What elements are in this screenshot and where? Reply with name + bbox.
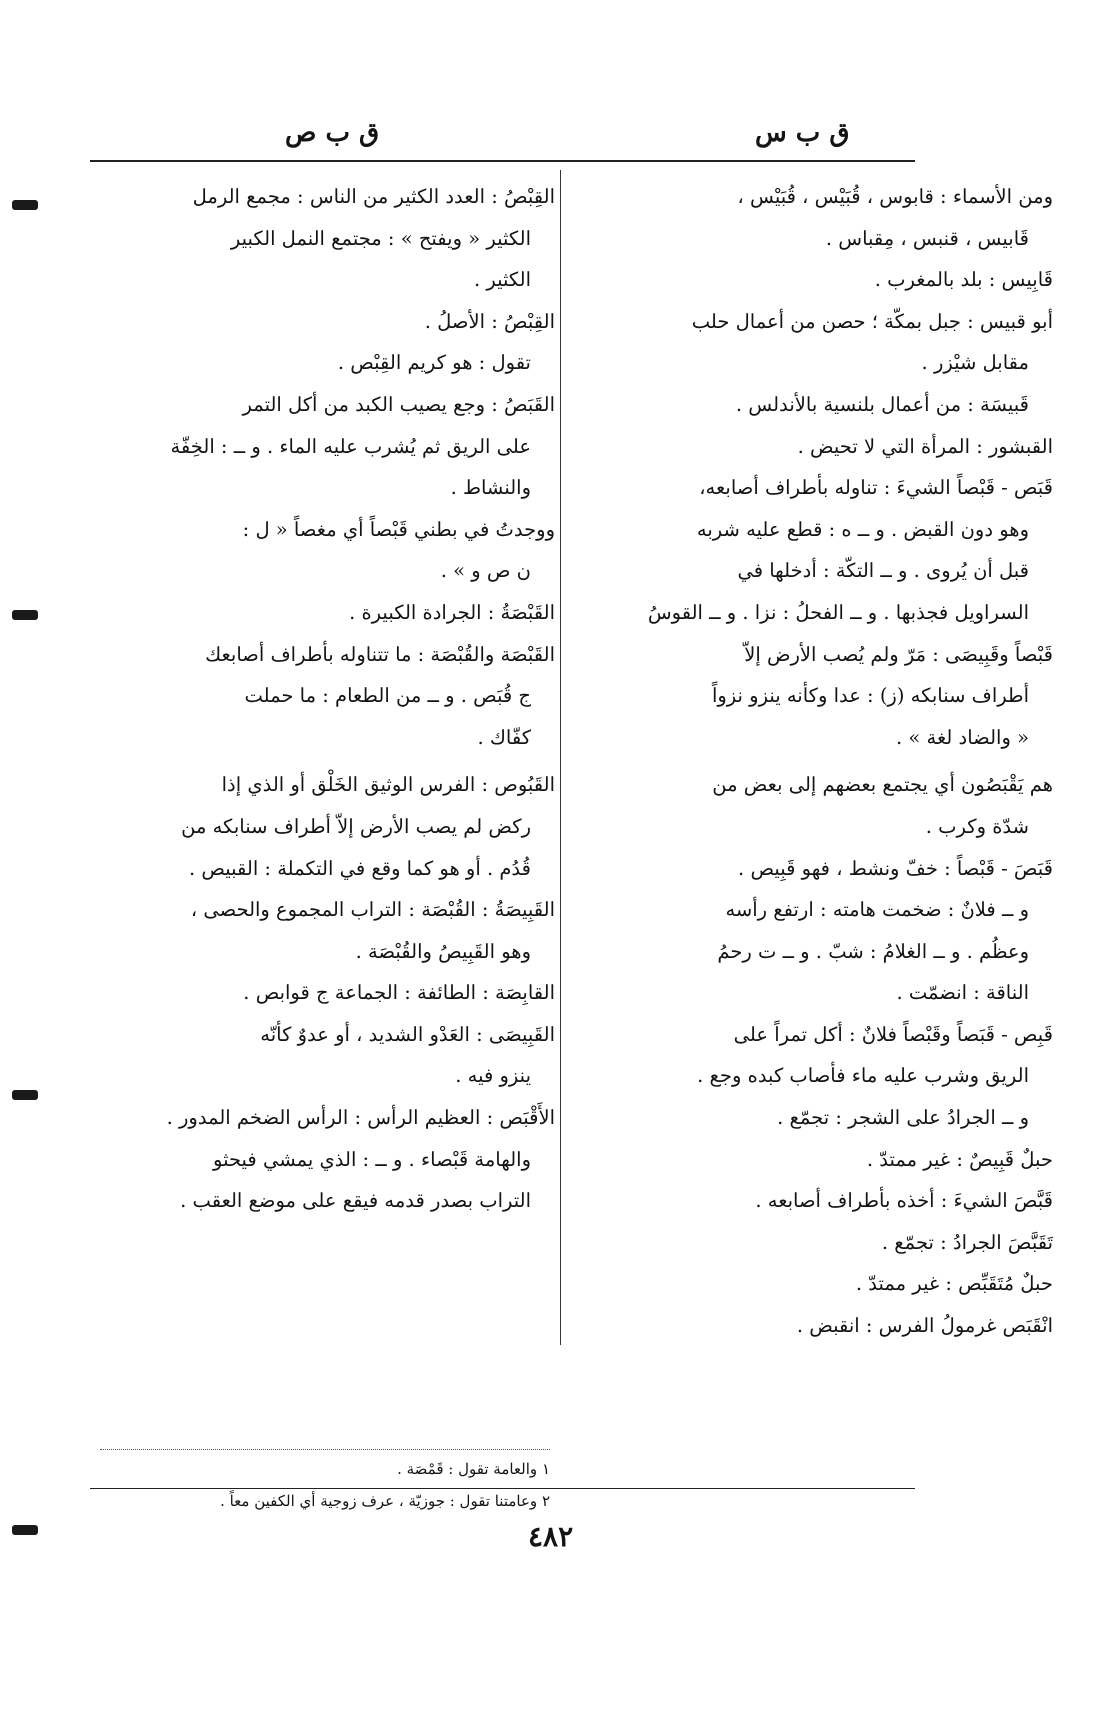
bottom-rule — [90, 1488, 915, 1489]
scan-mark — [12, 1525, 38, 1535]
right-column — [565, 176, 1053, 1347]
entry-line: الكثير « ويفتح » : مجتمع النمل الكبير — [230, 226, 531, 250]
entry-line: ووجدتُ في بطني قَبْصاً أي مغصاً « ل : — [242, 517, 555, 541]
entry-line: السراويل فجذبها . و ــ الفحلُ : نزا . و ــ القوسُ — [647, 600, 1029, 624]
header-root-left: ق ب ص — [285, 118, 380, 148]
entry-line: تقول : هو كريم القِبْص . — [337, 351, 531, 375]
footnote: ٢ وعامتنا تقول : جوزيّة ، عرف زوجية أي الكفين معاً . — [220, 1492, 550, 1510]
entry-line: والهامة قَبْصاء . و ــ : الذي يمشي فيحثو — [213, 1147, 531, 1171]
header-root-right: ق ب س — [755, 118, 850, 148]
footnote: ١ والعامة تقول : قَمْصَة . — [397, 1460, 550, 1478]
entry-line: أبو قبيس : جبل بمكّة ؛ حصن من أعمال حلب — [691, 309, 1053, 333]
entry-line: ركض لم يصب الأرض إلاّ أطراف سنابكه من — [181, 814, 531, 838]
entry-line: القَبُوص : الفرس الوثيق الخَلْق أو الذي إذا — [221, 773, 555, 797]
entry-line: القابِصَة : الطائفة : الجماعة ج قوابص . — [243, 981, 555, 1005]
entry-line: قَبِص - قَبَصاً وقَبْصاً فلانٌ : أكل تمراً على — [733, 1022, 1053, 1046]
entry-line: قَبَصَ - قَبْصاً : خفّ ونشط ، فهو قَبِيص . — [738, 856, 1053, 880]
entry-line: كفّاك . — [477, 725, 531, 749]
entry-line: قبل أن يُروى . و ــ التكّة : أدخلها في — [737, 559, 1029, 583]
entry-line: الريق وشرب عليه ماء فأصاب كبده وجع . — [697, 1064, 1029, 1088]
scan-mark — [12, 610, 38, 620]
entry-line: ومن الأسماء : قابوس ، قُبَيْس ، قُبَيْس ، — [737, 185, 1053, 208]
entry-line: حبلٌ مُتَقَبِّص : غير ممتدّ . — [855, 1272, 1053, 1296]
entry-line: قَبَّصَ الشيءَ : أخذه بأطراف أصابعه . — [755, 1189, 1053, 1213]
entry-line: الكثير . — [473, 268, 531, 292]
entry-line: وهو دون القبض . و ــ ه : قطع عليه شربه — [696, 517, 1029, 541]
entry-line: قَبَص - قَبْصاً الشيءَ : تناوله بأطراف أصابعه، — [699, 476, 1053, 500]
entry-line: تَقَبَّصَ الجرادُ : تجمّع . — [881, 1230, 1053, 1254]
column-divider — [560, 170, 561, 1345]
entry-line: ج قُبَص . و ــ من الطعام : ما حملت — [244, 684, 531, 708]
entry-line: التراب بصدر قدمه فيقع على موضع العقب . — [180, 1189, 531, 1213]
entry-line: و ــ الجرادُ على الشجر : تجمّع . — [777, 1106, 1029, 1130]
top-rule — [90, 160, 915, 162]
entry-line: وعظُم . و ــ الغلامُ : شبّ . و ــ ت رحمُ — [717, 939, 1029, 963]
entry-line: القَبْصَة والقُبْصَة : ما تتناوله بأطراف أصابعك — [205, 642, 555, 666]
entry-line: ن ص و » . — [440, 559, 531, 583]
entry-line: « والضاد لغة » . — [896, 725, 1029, 749]
entry-line: والنشاط . — [450, 476, 531, 500]
entry-line: انْقَبَص غرمولُ الفرس : انقبض . — [796, 1314, 1053, 1338]
entry-line: القَبِيصَةُ : القُبْصَة : التراب المجموع والحصى ، — [190, 898, 555, 922]
entry-line: القِبْصُ : الأصلُ . — [424, 309, 555, 333]
entry-line: القبشور : المرأة التي لا تحيض . — [797, 434, 1053, 458]
entry-line: حبلٌ قَبِيصٌ : غير ممتدّ . — [866, 1147, 1053, 1171]
entry-line: أطراف سنابكه (ز) : عدا وكأنه ينزو نزواً — [711, 684, 1029, 708]
entry-line: ينزو فيه . — [455, 1064, 531, 1088]
entry-line: الناقة : انضمّت . — [896, 981, 1029, 1005]
entry-line: القَبِيصَى : العَدْو الشديد ، أو عدوٌ كأنّه — [260, 1022, 555, 1046]
entry-line: هم يَقْبَصُون أي يجتمع بعضهم إلى بعض من — [712, 773, 1053, 797]
entry-line: القِبْصُ : العدد الكثير من الناس : مجمع الرمل — [192, 185, 555, 208]
entry-line: القَبْصَةُ : الجرادة الكبيرة . — [349, 600, 555, 624]
entry-line: و ــ فلانٌ : ضخمت هامته : ارتفع رأسه — [725, 898, 1029, 922]
entry-line: قَابِيس : بلد بالمغرب . — [874, 268, 1053, 292]
entry-line: قُدُم . أو هو كما وقع في التكملة : القبيص . — [188, 856, 531, 880]
scan-mark — [12, 200, 38, 210]
entry-line: قَابيس ، قنبس ، مِقباس . — [825, 226, 1029, 250]
entry-line: الأَقْبَص : العظيم الرأس : الرأس الضخم المدور . — [166, 1106, 555, 1130]
left-column — [100, 176, 555, 1222]
footnote-rule — [100, 1449, 550, 1450]
entry-line: القَبَصُ : وجع يصيب الكبد من أكل التمر — [242, 392, 555, 416]
page-number: ٤٨٢ — [528, 1520, 574, 1553]
entry-line: شدّة وكرب . — [925, 814, 1029, 838]
scan-mark — [12, 1090, 38, 1100]
entry-line: قَبيسَة : من أعمال بلنسية بالأندلس . — [735, 392, 1029, 416]
footnotes — [100, 1453, 550, 1517]
entry-line: وهو القَبِيصُ والقُبْصَة . — [355, 939, 531, 963]
entry-line: مقابل شيْزر . — [921, 351, 1029, 375]
entry-line: على الريق ثم يُشرب عليه الماء . و ــ : الخِفّة — [170, 434, 531, 458]
entry-line: قَبْصاً وقَبِيصَى : مَرّ ولم يُصب الأرض إلاّ — [744, 642, 1053, 666]
